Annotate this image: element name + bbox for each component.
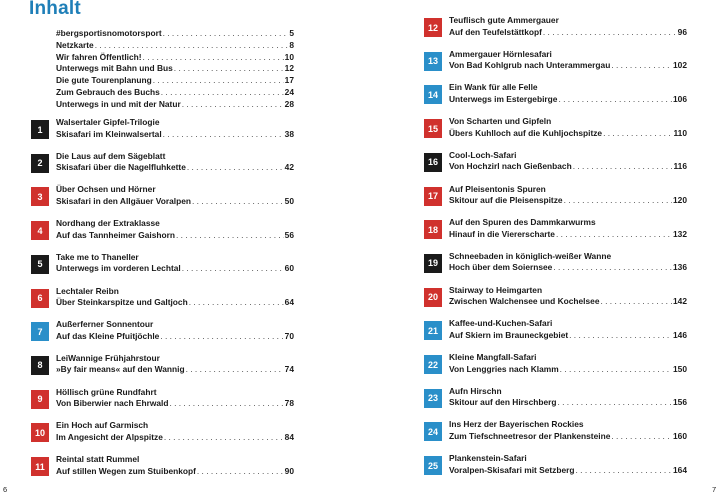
toc-item-page: 17: [284, 75, 294, 86]
dot-leader: [169, 398, 283, 410]
dot-leader: [163, 129, 284, 141]
tour-subtitle: Von Hochzirl nach Gießenbach: [449, 161, 572, 172]
tour-title: Höllisch grüne Rundfahrt: [56, 386, 157, 397]
tour-page: 156: [673, 397, 687, 408]
toc-intro-item: [56, 75, 294, 87]
tour-page: 78: [284, 398, 294, 409]
tour-subtitle: Skitour auf die Pleisenspitze: [449, 195, 563, 205]
toc-item-title: Netzkarte: [56, 39, 94, 50]
toc-intro-item: [56, 52, 294, 64]
dot-leader: [174, 63, 284, 75]
dot-leader: [153, 75, 284, 87]
tour-number-badge: 22: [424, 355, 442, 374]
tour-title: Nordhang der Extraklasse: [56, 218, 160, 229]
tour-number-badge: 2: [31, 154, 49, 173]
page-number-left: 6: [3, 485, 8, 494]
dot-leader: [573, 161, 673, 173]
toc-intro-item: [56, 63, 294, 75]
tour-title: Cool-Loch-Safari: [449, 149, 517, 160]
tour-title: Kaffee-und-Kuchen-Safari: [449, 318, 553, 329]
tour-number-badge: 18: [424, 220, 442, 239]
tour-page: 56: [284, 229, 294, 240]
tour-number-badge: 25: [424, 456, 442, 475]
tour-subtitle: Im Angesicht der Alpspitze: [56, 431, 163, 442]
dot-leader: [197, 466, 284, 478]
tour-title: Die Laus auf dem Sägeblatt: [56, 150, 166, 161]
tour-number-badge: 17: [424, 187, 442, 206]
toc-item-page: 8: [289, 39, 294, 50]
tour-title: Außerferner Sonnentour: [56, 319, 154, 330]
toc-item-page: 12: [284, 63, 294, 74]
dot-leader: [186, 364, 284, 376]
dot-leader: [611, 60, 672, 72]
toc-item-title: Die gute Tourenplanung: [56, 75, 152, 86]
tour-subtitle: Auf das Kleine Pfuitjöchle: [56, 330, 160, 341]
toc-tour-entry: [31, 218, 294, 244]
tour-page: 60: [284, 263, 294, 274]
tour-subtitle: Auf den Teufelstättkopf: [449, 26, 542, 37]
tour-page: 102: [673, 60, 687, 71]
tour-title: Über Ochsen und Hörner: [56, 184, 156, 195]
toc-tour-entry: [424, 15, 687, 41]
dot-leader: [558, 94, 672, 106]
dot-leader: [543, 27, 677, 39]
tour-number-badge: 23: [424, 389, 442, 408]
dot-leader: [603, 128, 672, 140]
page-number-right: 7: [712, 485, 717, 494]
toc-tour-entry: [424, 49, 687, 75]
toc-tour-entry: [31, 151, 294, 177]
tour-title: Ein Hoch auf Garmisch: [56, 420, 149, 431]
toc-tour-entry: [31, 286, 294, 312]
dot-leader: [600, 296, 672, 308]
tour-subtitle: Hinauf in die Viererscharte: [449, 228, 555, 239]
tour-subtitle: »By fair means« auf den Wannig: [56, 364, 185, 375]
toc-tour-entry: [31, 420, 294, 446]
page-heading: Inhalt: [29, 0, 81, 19]
tour-subtitle: Auf stillen Wegen zum Stuibenkopf: [56, 465, 196, 476]
toc-item-page: 10: [284, 51, 294, 62]
dot-leader: [553, 262, 672, 274]
tour-subtitle: Skitour auf den Hirschberg: [449, 397, 557, 408]
dot-leader: [187, 162, 284, 174]
toc-item-page: 5: [289, 28, 294, 38]
tour-page: 42: [284, 162, 294, 173]
tour-page: 132: [673, 228, 687, 239]
tour-number-badge: 21: [424, 321, 442, 340]
tour-number-badge: 4: [31, 221, 49, 240]
tour-subtitle: Auf Skiern im Brauneckgebiet: [449, 329, 569, 340]
tour-subtitle: Übers Kuhlloch auf die Kuhljochspitze: [449, 127, 603, 138]
tour-subtitle: Zum Tiefschneetresor der Plankensteine: [449, 430, 611, 441]
tour-subtitle: Auf das Tannheimer Gaishorn: [56, 229, 175, 240]
toc-intro-item: [56, 40, 294, 52]
dot-leader: [161, 87, 284, 99]
tour-page: 120: [673, 195, 687, 205]
toc-intro-item: [56, 87, 294, 99]
tour-page: 84: [284, 431, 294, 442]
tour-page: 96: [677, 26, 687, 37]
dot-leader: [564, 195, 672, 207]
toc-tour-entry: [424, 352, 687, 378]
toc-tour-entry: [31, 184, 294, 210]
tour-number-badge: 20: [424, 288, 442, 307]
tour-title: Auf den Spuren des Dammkarwurms: [449, 217, 596, 228]
tour-title: Ammergauer Hörnlesafari: [449, 48, 552, 59]
tour-subtitle: Voralpen-Skisafari mit Setzberg: [449, 464, 575, 475]
toc-tour-entry: [31, 454, 294, 480]
tour-title: Reintal statt Rummel: [56, 454, 140, 464]
tour-number-badge: 19: [424, 254, 442, 273]
tour-subtitle: Skisafari im Kleinwalsertal: [56, 128, 162, 139]
toc-tour-entry: [424, 419, 687, 445]
tour-title: Ein Wank für alle Felle: [449, 82, 538, 93]
toc-tour-entry: [31, 117, 294, 143]
tour-page: 136: [673, 262, 687, 273]
tour-number-badge: 11: [31, 457, 49, 476]
tour-subtitle: Von Bad Kohlgrub nach Unterammergau: [449, 60, 611, 71]
tour-number-badge: 14: [424, 85, 442, 104]
tour-number-badge: 16: [424, 153, 442, 172]
toc-tour-entry: [31, 353, 294, 379]
tour-page: 74: [284, 364, 294, 375]
tour-page: 64: [284, 297, 294, 307]
toc-intro-item: [56, 28, 294, 40]
toc-tour-entry: [31, 319, 294, 345]
toc-item-title: Wir fahren Öffentlich!: [56, 51, 142, 62]
toc-tour-entry: [424, 285, 687, 311]
toc-tour-entry: [424, 217, 687, 243]
tour-subtitle: Skisafari über die Nagelfluhkette: [56, 162, 186, 173]
tour-page: 106: [673, 93, 687, 104]
tour-page: 142: [673, 296, 687, 307]
toc-item-title: Zum Gebrauch des Buchs: [56, 86, 160, 97]
toc-tour-entry: [424, 386, 687, 412]
dot-leader: [611, 431, 672, 443]
tour-page: 90: [284, 465, 294, 476]
tour-subtitle: Skisafari in den Allgäuer Voralpen: [56, 195, 191, 206]
dot-leader: [560, 364, 672, 376]
toc-tour-entry: [31, 252, 294, 278]
tour-subtitle: Zwischen Walchensee und Kochelsee: [449, 296, 600, 307]
toc-tour-entry: [424, 82, 687, 108]
tour-number-badge: 5: [31, 255, 49, 274]
tour-subtitle: Unterwegs im vorderen Lechtal: [56, 263, 181, 274]
dot-leader: [143, 52, 284, 64]
tour-subtitle: Über Steinkarspitze und Galtjoch: [56, 297, 188, 307]
tour-number-badge: 24: [424, 422, 442, 441]
dot-leader: [164, 432, 284, 444]
tour-title: Aufn Hirschn: [449, 385, 502, 396]
tour-number-badge: 12: [424, 18, 442, 37]
tour-number-badge: 9: [31, 390, 49, 409]
tour-title: Auf Pleisentonis Spuren: [449, 183, 546, 194]
tour-title: Teuflisch gute Ammergauer: [449, 15, 559, 25]
dot-leader: [569, 330, 672, 342]
dot-leader: [192, 196, 284, 208]
tour-page: 70: [284, 330, 294, 341]
tour-page: 110: [673, 127, 687, 138]
dot-leader: [163, 28, 289, 40]
tour-subtitle: Von Lenggries nach Klamm: [449, 363, 559, 374]
dot-leader: [182, 263, 284, 275]
tour-number-badge: 1: [31, 120, 49, 139]
toc-tour-entry: [31, 387, 294, 413]
toc-tour-entry: [424, 116, 687, 142]
dot-leader: [182, 99, 284, 111]
tour-title: Lechtaler Reibn: [56, 285, 119, 296]
intro-list: [56, 28, 294, 111]
dot-leader: [95, 40, 289, 52]
dot-leader: [176, 230, 284, 242]
toc-intro-item: [56, 99, 294, 111]
dot-leader: [556, 229, 672, 241]
tour-title: Take me to Thaneller: [56, 251, 139, 262]
dot-leader: [576, 465, 673, 477]
toc-item-page: 28: [284, 98, 294, 109]
tour-subtitle: Hoch über dem Soiernsee: [449, 262, 553, 273]
tour-page: 150: [673, 363, 687, 374]
tour-page: 116: [673, 161, 687, 172]
tour-number-badge: 13: [424, 52, 442, 71]
tour-title: Walsertaler Gipfel-Trilogie: [56, 117, 160, 127]
tour-title: Kleine Mangfall-Safari: [449, 352, 537, 362]
toc-tour-entry: [424, 453, 687, 479]
tour-title: Schneebaden in königlich-weißer Wanne: [449, 250, 612, 261]
tour-title: LeiWannige Frühjahrstour: [56, 352, 160, 363]
toc-item-page: 24: [284, 86, 294, 97]
tour-number-badge: 8: [31, 356, 49, 375]
tour-subtitle: Von Biberwier nach Ehrwald: [56, 398, 169, 409]
tour-number-badge: 6: [31, 289, 49, 308]
tour-page: 164: [673, 464, 687, 475]
toc-item-title: #bergsportisnomotorsport: [56, 28, 162, 38]
tour-title: Ins Herz der Bayerischen Rockies: [449, 419, 584, 430]
toc-tour-entry: [424, 150, 687, 176]
dot-leader: [189, 297, 284, 309]
toc-tour-entry: [424, 184, 687, 210]
tour-title: Stairway to Heimgarten: [449, 284, 543, 295]
tour-page: 38: [284, 128, 294, 139]
dot-leader: [160, 331, 283, 343]
dot-leader: [558, 397, 673, 409]
tour-subtitle: Unterwegs im Estergebirge: [449, 93, 558, 104]
tour-number-badge: 3: [31, 187, 49, 206]
toc-item-title: Unterwegs in und mit der Natur: [56, 98, 181, 109]
tour-number-badge: 15: [424, 119, 442, 138]
toc-tour-entry: [424, 318, 687, 344]
tour-number-badge: 7: [31, 322, 49, 341]
tour-page: 146: [673, 329, 687, 340]
tour-number-badge: 10: [31, 423, 49, 442]
tour-page: 160: [673, 430, 687, 441]
tour-title: Plankenstein-Safari: [449, 453, 527, 464]
toc-item-title: Unterwegs mit Bahn und Bus: [56, 63, 173, 74]
tour-page: 50: [284, 195, 294, 206]
toc-tour-entry: [424, 251, 687, 277]
tour-title: Von Scharten und Gipfeln: [449, 116, 552, 127]
